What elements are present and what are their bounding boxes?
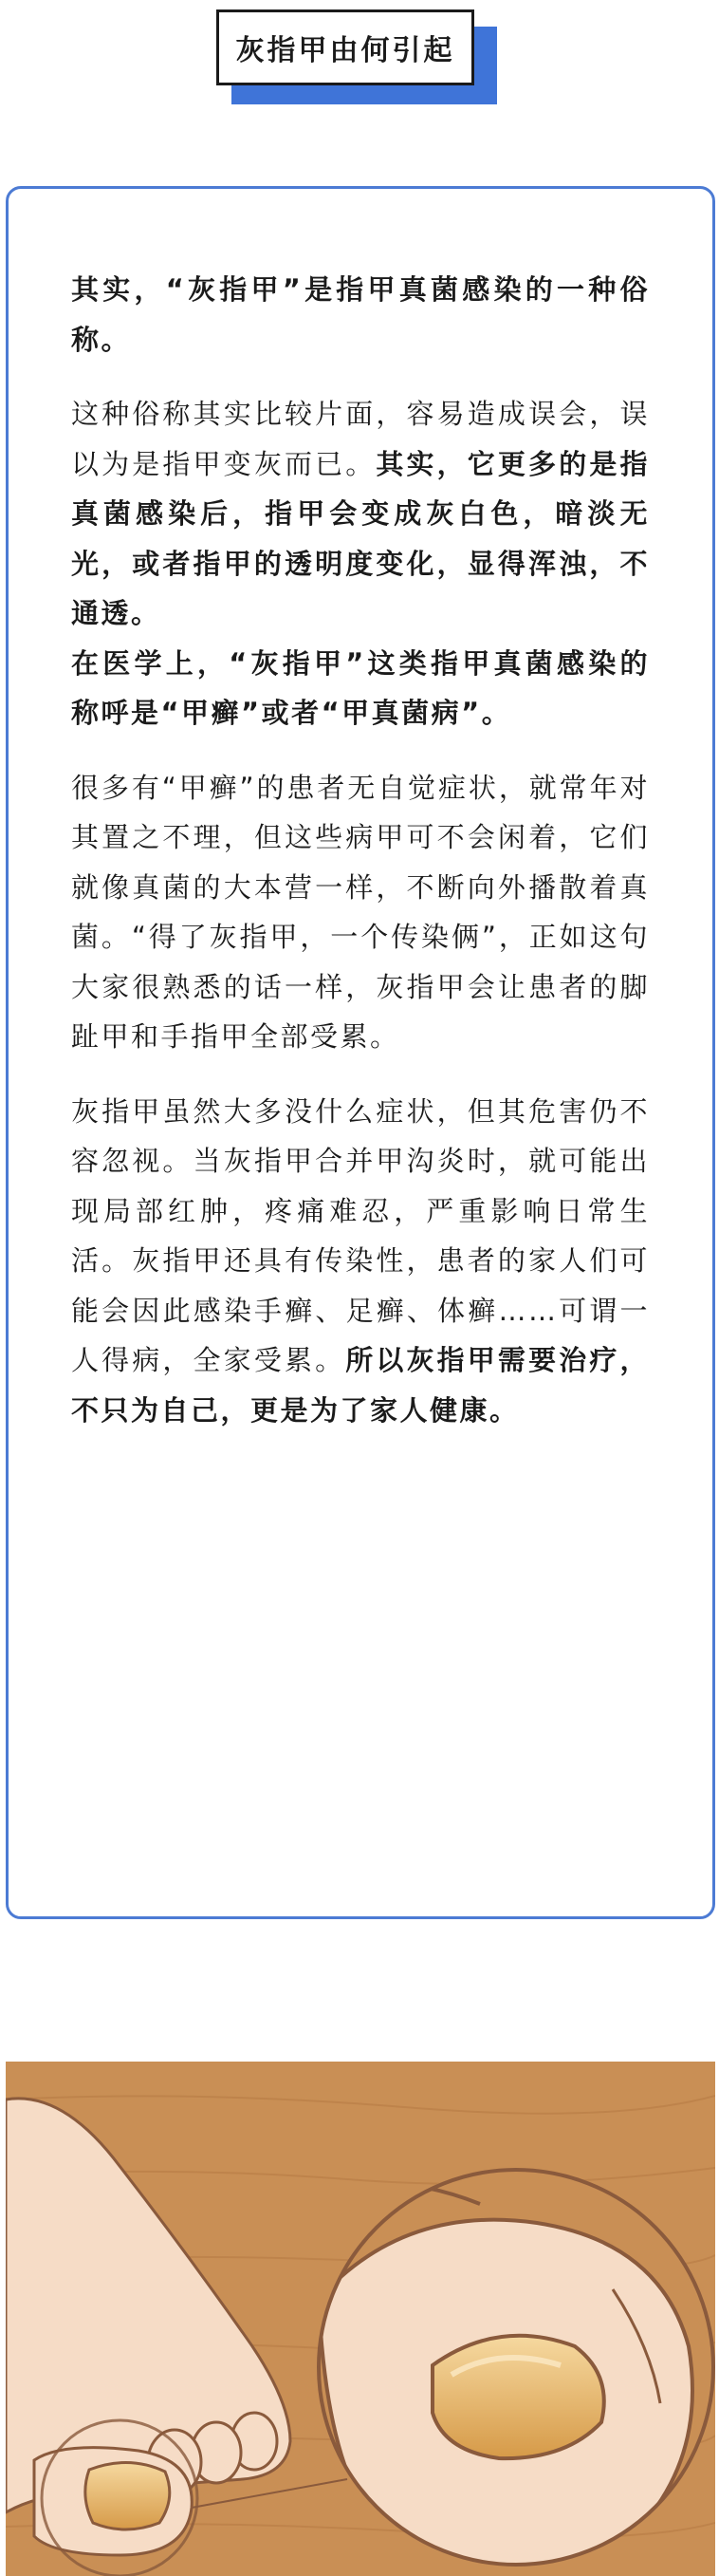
article-card (6, 186, 715, 1919)
paragraph-3-bold: 在医学上，“灰指甲”这类指甲真菌感染的称呼是“甲癣”或者“甲真菌病”。 (71, 646, 650, 729)
page-title (216, 9, 474, 85)
paragraph-4 (71, 763, 650, 1062)
paragraph-3 (71, 639, 650, 738)
paragraph-1-bold: 其实，“灰指甲”是指甲真菌感染的一种俗称。 (71, 273, 650, 356)
page-title-text: 灰指甲由何引起 (235, 34, 455, 67)
paragraph-5 (71, 1087, 650, 1436)
foot-illustration (6, 2062, 715, 2576)
paragraph-2-text: 这种俗称其实比较片面，容易造成误会，误以为是指甲变灰而已。 (71, 398, 650, 480)
paragraph-5-text: 灰指甲虽然大多没什么症状，但其危害仍不容忽视。当灰指甲合并甲沟炎时，就可能出现局部红肿，疼痛难忍，严重影响日常生活。灰指甲还具有传染性，患者的家人们可能会因此感染手癣、足癣、体癣……可谓一人得病，全家受累。 (71, 1094, 650, 1376)
paragraph-5-bold: 所以灰指甲需要治疗，不只为自己，更是为了家人健康。 (71, 1344, 650, 1427)
paragraph-4-text: 很多有“甲癣”的患者无自觉症状，就常年对其置之不理，但这些病甲可不会闲着，它们就像真菌的大本营一样，不断向外播散着真菌。“得了灰指甲，一个传染俩”，正如这句大家很熟悉的话一样，灰指甲会让患者的脚趾甲和手指甲全部受累。 (71, 771, 650, 1053)
foot-toenail-image (6, 2062, 715, 2576)
paragraph-2-bold: 其实，它更多的是指真菌感染后，指甲会变成灰白色，暗淡无光，或者指甲的透明度变化，显得浑浊，不通透。 (71, 447, 650, 629)
paragraph-1 (71, 265, 650, 364)
paragraph-2 (71, 389, 650, 639)
